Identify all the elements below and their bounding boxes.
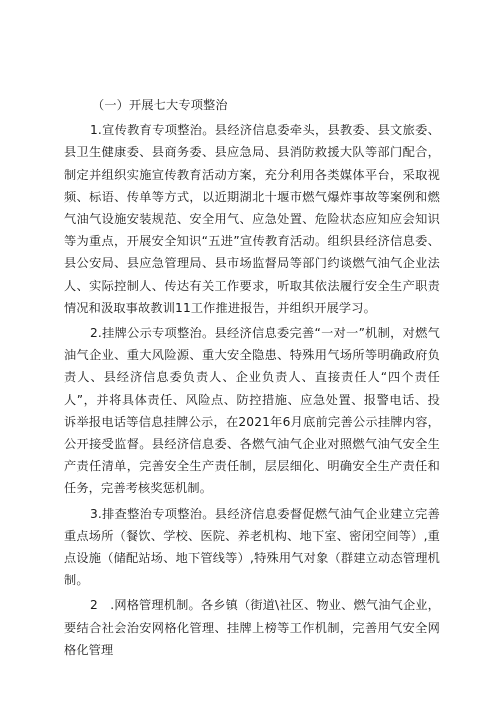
- document-body: [64, 94, 440, 661]
- paragraph-public-listing: 2.挂牌公示专项整治。县经济信息委完善“一对一”机制，对燃气油气企业、重大风险源、重大安全隐患、特殊用气场所等明确政府负责人、县经济信息委负责人、企业负责人、直接责任人“四个责任人”，并将具体责任、风险点、防控措施、应急处置、报警电话、投诉举报电话等信息挂牌公示，在2021年6月底前完善公示挂牌内容，公开接受监督。县经济信息委、各燃气油气企业对照燃气油气安全生产责任清单，完善安全生产责任制，层层细化、明确安全生产责任和任务，完善考核奖惩机制。: [64, 326, 440, 496]
- paragraph-grid-management: 2 .网格管理机制。各乡镇（街道\社区、物业、燃气油气企业，要结合社会治安网格化管理、挂牌上榜等工作机制，完善用气安全网格化管理: [64, 598, 440, 657]
- paragraph-inspection-rectification: 3.排查整治专项整治。县经济信息委督促燃气油气企业建立完善重点场所（餐饮、学校、医院、养老机构、地下室、密闭空间等）,重点设施（储配站场、地下管线等）,特殊用气对象（群建立动态管理机制。: [64, 506, 440, 588]
- section-heading: （一）开展七大专项整治: [92, 98, 228, 112]
- paragraph-publicity-education: 1.宣传教育专项整治。县经济信息委牵头，县教委、县文旅委、县卫生健康委、县商务委、县应急局、县消防救援大队等部门配合，制定并组织实施宣传教育活动方案，充分利用各类媒体平台，采取视频、标语、传单等方式，以近期湖北十堰市燃气爆炸事故等案例和燃气油气设施安装规范、安全用气、应急处置、危险状态应知应会知识等为重点，开展安全知识“五进”宣传教育活动。组织县经济信息委、县公安局、县应急管理局、县市场监督局等部门约谈燃气油气企业法人、实际控制人、传达有关工作要求，听取其依法履行安全生产职责情况和汲取事故教训11工作推进报告，并组织开展学习。: [64, 123, 440, 315]
